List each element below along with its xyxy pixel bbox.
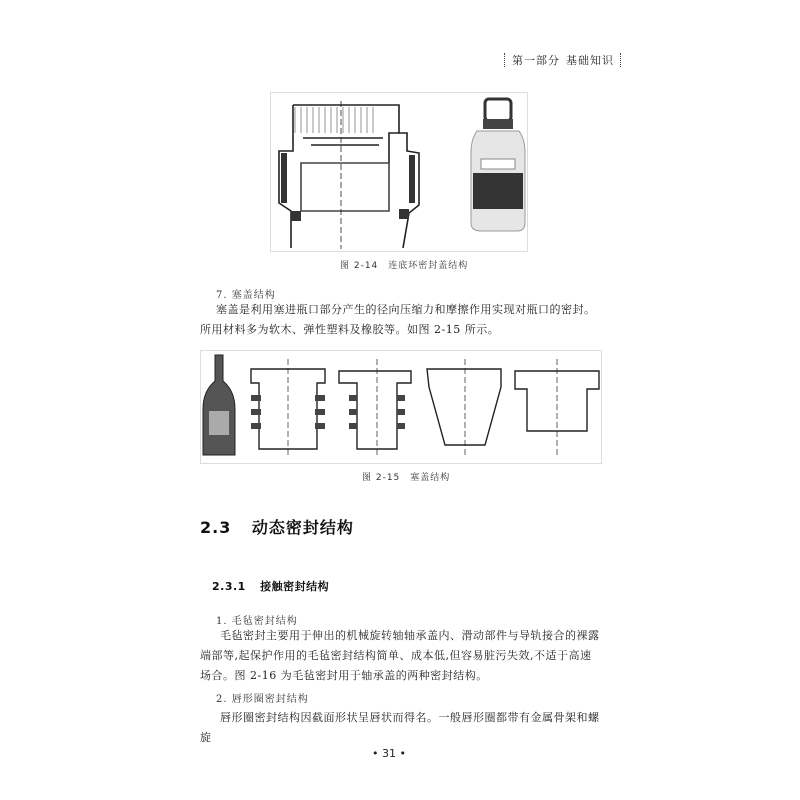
header-divider-right — [620, 53, 622, 67]
section-number: 2.3 — [200, 518, 232, 537]
figure-2-14 — [270, 92, 528, 252]
section-heading — [200, 515, 354, 538]
wine-bottle-image — [203, 355, 235, 455]
stopper-paragraph: 塞盖是利用塞进瓶口部分产生的径向压缩力和摩擦作用实现对瓶口的密封。所用材料多为软木、弹性塑料及橡胶等。如图 2-15 所示。 — [200, 303, 596, 336]
page-number: • 31 • — [372, 747, 406, 760]
cap-drawing — [271, 93, 527, 251]
subsection-number: 2.3.1 — [212, 580, 246, 593]
section-title: 动态密封结构 — [251, 518, 354, 537]
water-bottle-image — [471, 99, 525, 231]
lip-paragraph: 唇形圈密封结构因截面形状呈唇状而得名。一般唇形圈都带有金属骨架和螺旋 — [200, 711, 600, 744]
header-divider-left — [504, 53, 506, 67]
header-part: 第一部分 — [512, 54, 560, 67]
subsection-heading — [212, 578, 329, 594]
stopper-drawing — [201, 351, 601, 463]
figure-2-14-caption: 图 2-14 连底环密封盖结构 — [340, 261, 469, 271]
running-header — [504, 52, 622, 68]
figure-2-15 — [200, 350, 602, 464]
subsection-title: 接触密封结构 — [260, 580, 330, 593]
figure-2-15-caption: 图 2-15 塞盖结构 — [362, 473, 451, 483]
lip-heading: 2. 唇形圈密封结构 — [216, 694, 309, 705]
felt-heading: 1. 毛毡密封结构 — [216, 616, 298, 627]
stopper-heading: 7. 塞盖结构 — [216, 290, 276, 301]
header-section: 基础知识 — [566, 54, 614, 67]
felt-paragraph: 毛毡密封主要用于伸出的机械旋转轴轴承盖内、滑动部件与导轨接合的裸露端部等,起保护作用的毛毡密封结构简单、成本低,但容易脏污失效,不适于高速场合。图 2-16 为毛毡密封用于轴承盖的两种密封结构。 — [200, 629, 600, 682]
